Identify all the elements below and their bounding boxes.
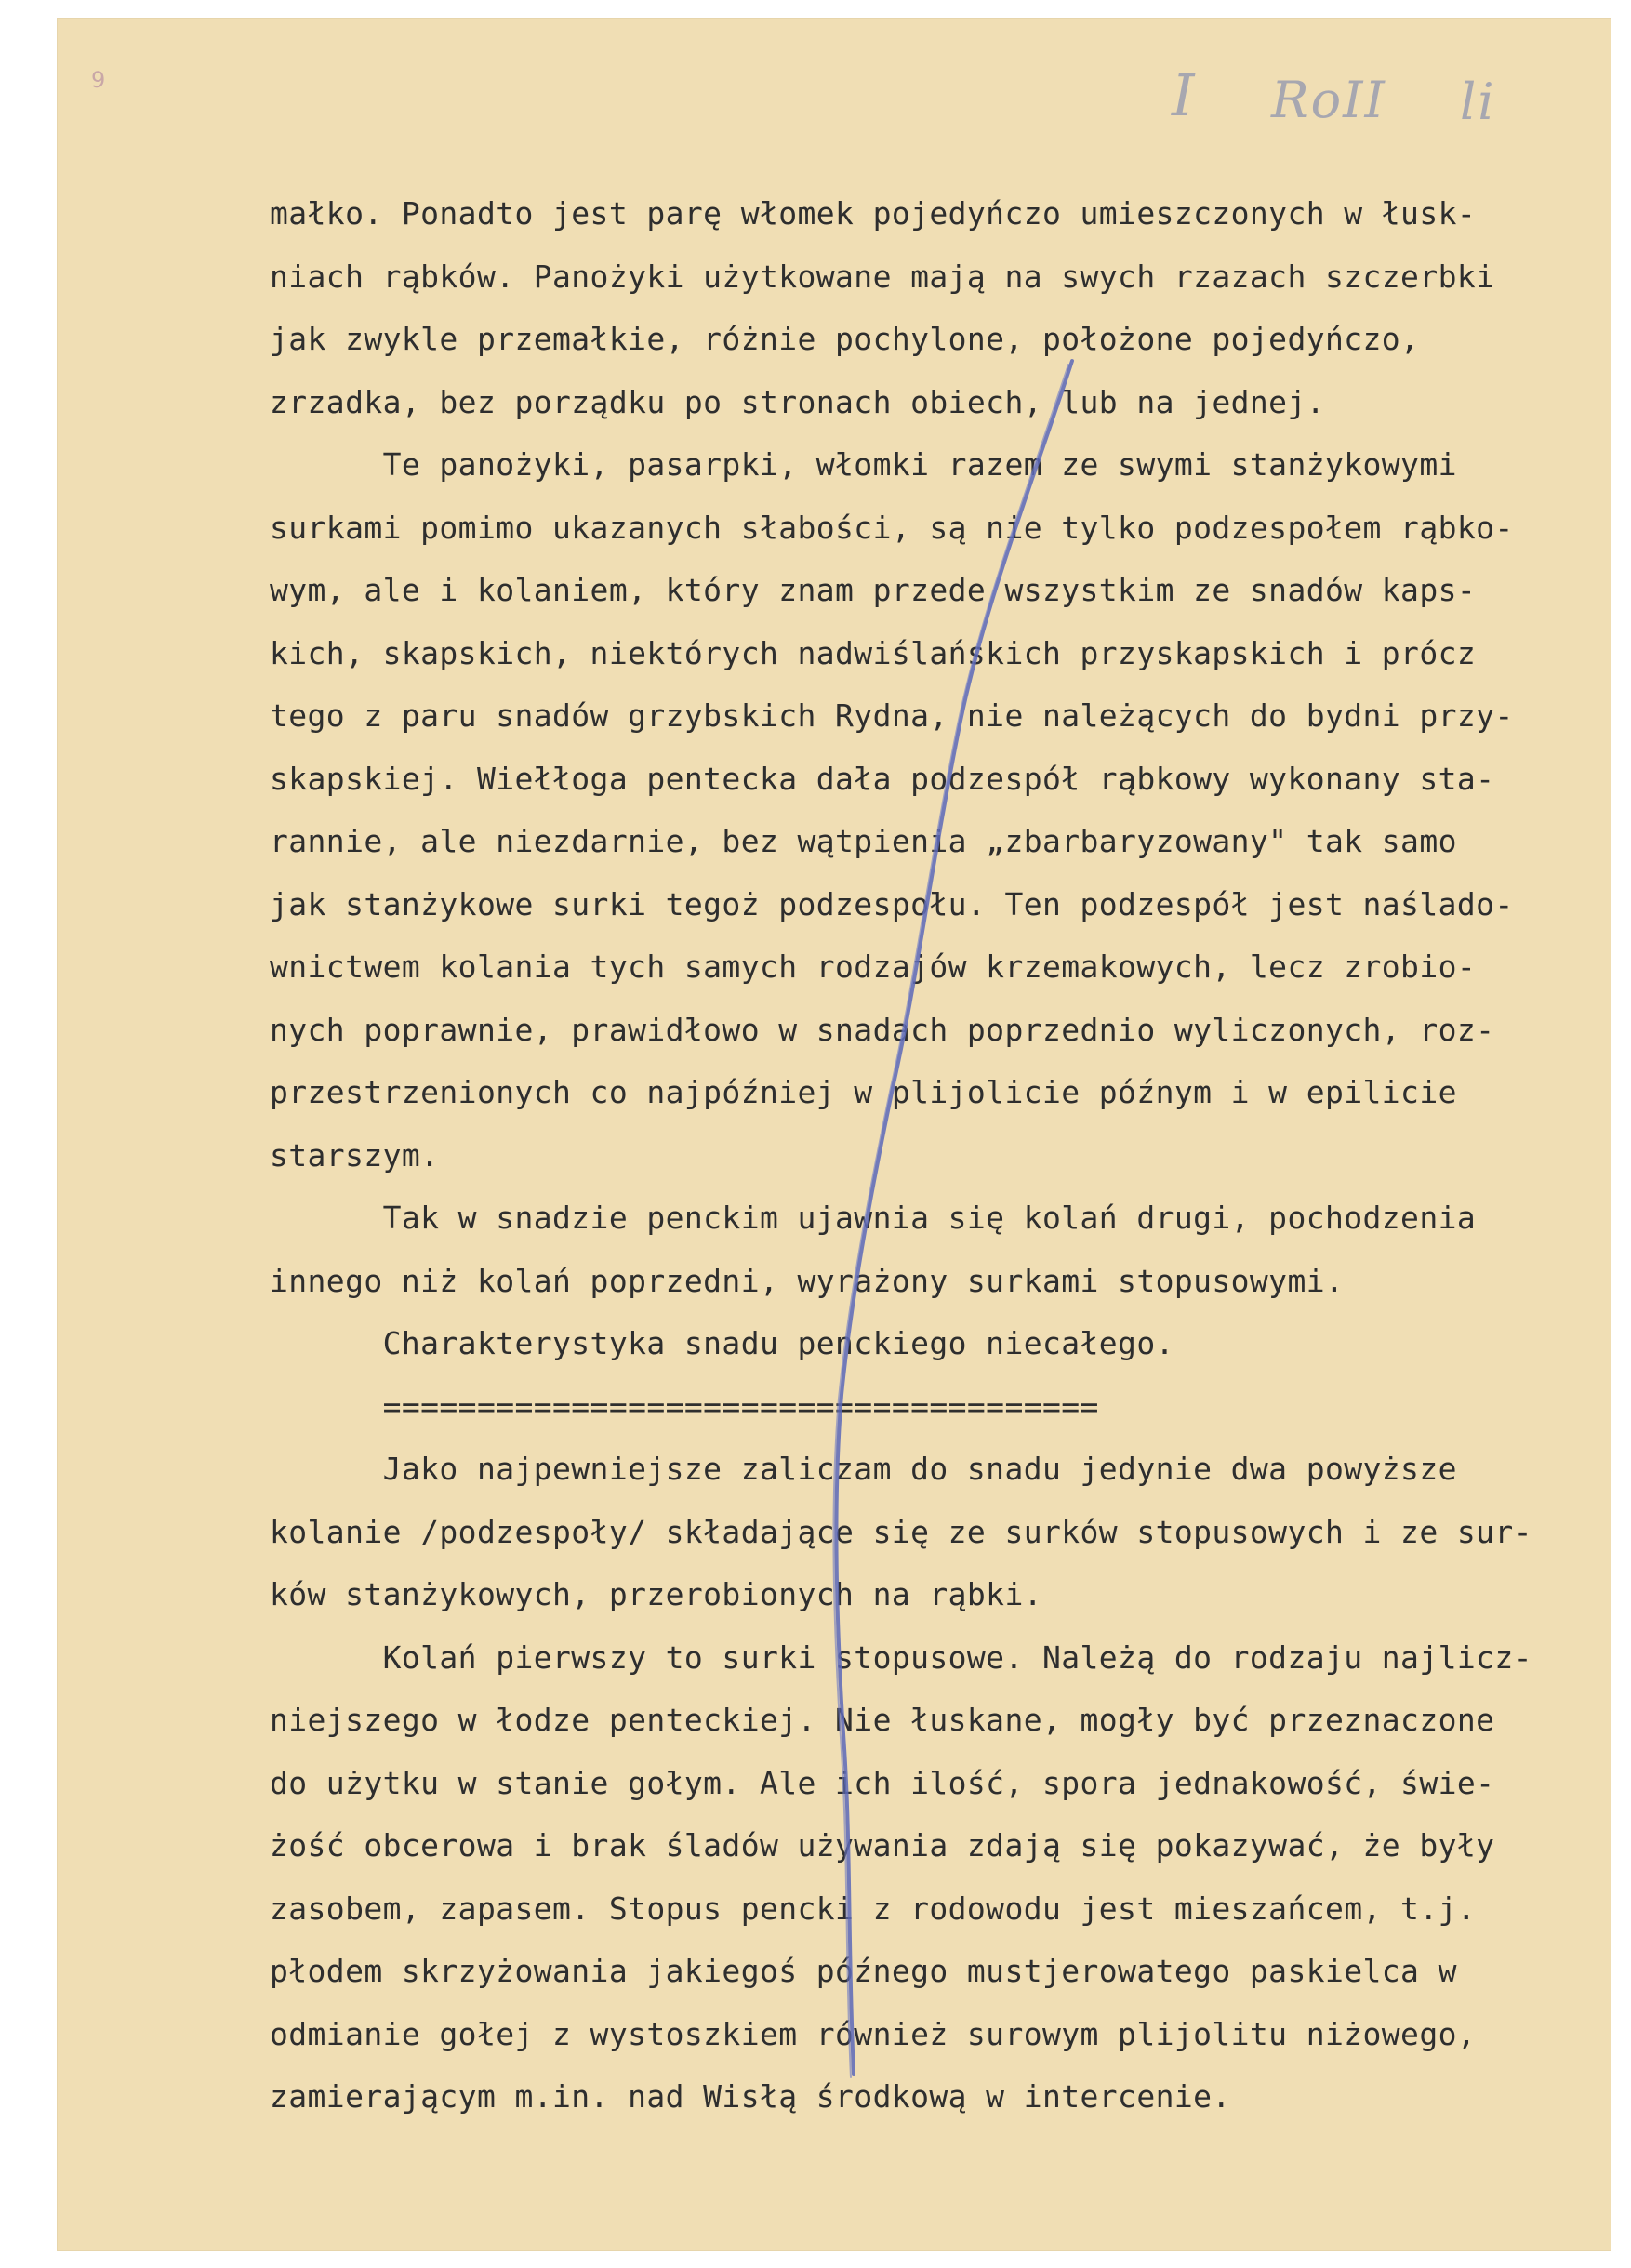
text-line: jak zwykle przemałkie, różnie pochylone, położone pojedyńczo,: [270, 321, 1420, 357]
handwritten-mark-roman-one: I: [1172, 61, 1197, 129]
text-line: przestrzenionych co najpóźniej w plijolicie późnym i w epilicie: [270, 1074, 1457, 1110]
text-line: wnictwem kolania tych samych rodzajów krzemakowych, lecz zrobio-: [270, 948, 1477, 985]
text-line: niejszego w łodze penteckiej. Nie łuskane, mogły być przeznaczone: [270, 1702, 1495, 1738]
text-line: odmianie gołej z wystoszkiem również surowym plijolitu niżowego,: [270, 2015, 1477, 2052]
text-line: rannie, ale niezdarnie, bez wątpienia „zbarbaryzowany" tak samo: [270, 823, 1457, 859]
text-line: Tak w snadzie penckim ujawnia się kolań drugi, pochodzenia: [270, 1200, 1477, 1236]
text-line: ======================================: [270, 1387, 1099, 1425]
text-line: ków stanżykowych, przerobionych na rąbki.: [270, 1576, 1042, 1612]
text-line: innego niż kolań poprzedni, wyrażony surkami stopusowymi.: [270, 1262, 1345, 1299]
text-line: skapskiej. Wiełłoga pentecka dała podzespół rąbkowy wykonany sta-: [270, 760, 1495, 797]
text-line: niach rąbków. Panożyki użytkowane mają na swych rzazach szczerbki: [270, 258, 1495, 295]
text-line: zamierającym m.in. nad Wisłą środkową w intercenie.: [270, 2078, 1231, 2115]
text-line: płodem skrzyżowania jakiegoś późnego mustjerowatego paskielca w: [270, 1953, 1457, 1989]
text-line: żość obcerowa i brak śladów używania zdają się pokazywać, że były: [270, 1827, 1495, 1863]
corner-mark: 9: [91, 67, 106, 93]
handwritten-mark-ro-two: RoII: [1271, 71, 1386, 129]
text-line: Te panożyki, pasarpki, włomki razem ze swymi stanżykowymi: [270, 446, 1457, 483]
text-line: wym, ale i kolaniem, który znam przede wszystkim ze snadów kaps-: [270, 572, 1477, 608]
text-line: Kolań pierwszy to surki stopusowe. Należą do rodzaju najlicz-: [270, 1638, 1532, 1676]
text-line: małko. Ponadto jest parę włomek pojedyńczo umieszczonych w łusk-: [270, 195, 1477, 232]
text-line: Charakterystyka snadu penckiego niecałego.: [270, 1325, 1174, 1361]
text-line: surkami pomimo ukazanych słabości, są nie tylko podzespołem rąbko-: [270, 509, 1514, 546]
text-line: tego z paru snadów grzybskich Rydna, nie należących do bydni przy-: [270, 697, 1514, 734]
text-line: do użytku w stanie gołym. Ale ich ilość, spora jednakowość, świe-: [270, 1764, 1495, 1801]
text-line: Jako najpewniejsze zaliczam do snadu jedynie dwa powyższe: [270, 1451, 1457, 1487]
text-line: zrzadka, bez porządku po stronach obiech, lub na jednej.: [270, 383, 1325, 420]
text-line: jak stanżykowe surki tegoż podzespołu. Ten podzespół jest naślado-: [270, 885, 1514, 922]
text-line: kich, skapskich, niektórych nadwiślańskich przyskapskich i prócz: [270, 634, 1477, 671]
text-line: zasobem, zapasem. Stopus pencki z rodowodu jest mieszańcem, t.j.: [270, 1890, 1477, 1927]
text-line: nych poprawnie, prawidłowo w snadach poprzednio wyliczonych, roz-: [270, 1011, 1495, 1048]
handwritten-mark-li: li: [1460, 73, 1496, 131]
text-line: starszym.: [270, 1136, 440, 1174]
typed-text-body: [270, 182, 1590, 2129]
text-line: kolanie /podzespoły/ składające się ze surków stopusowych i ze sur-: [270, 1513, 1532, 1550]
